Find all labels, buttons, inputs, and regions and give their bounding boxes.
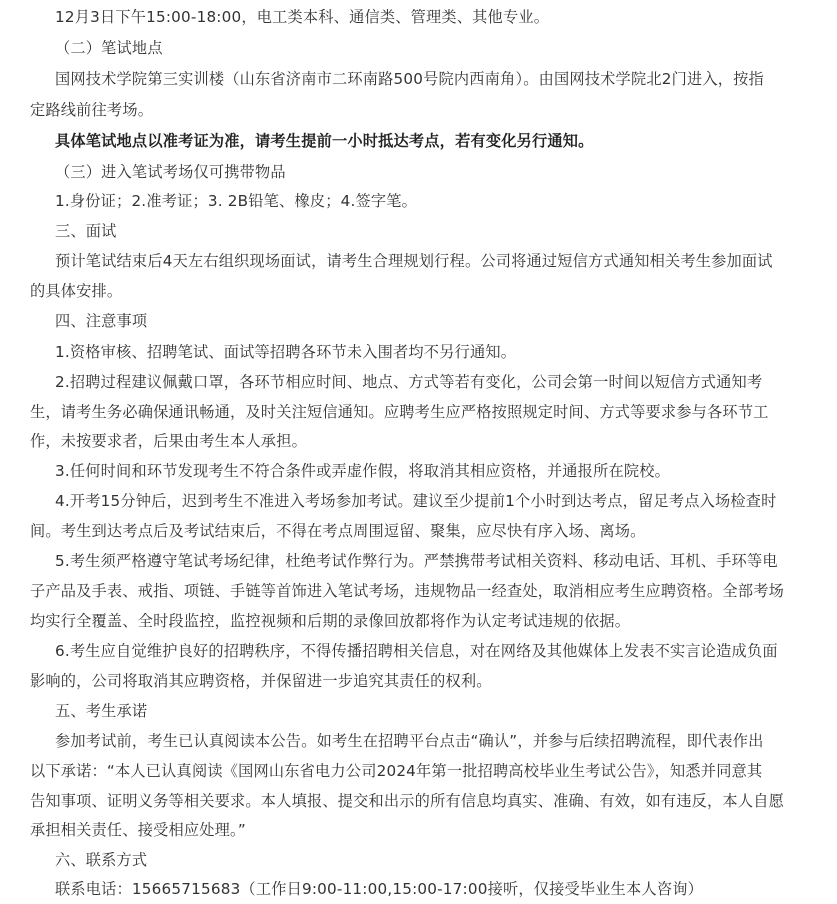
note-item-6-line: 影响的，公司将取消其应聘资格，并保留进一步追究其责任的权利。	[30, 672, 492, 690]
allowed-items-list: 1.身份证；2.准考证；3. 2B铅笔、橡皮；4.签字笔。	[55, 192, 418, 210]
note-item-3: 3.任何时间和环节发现考生不符合条件或弄虚作假，将取消其相应资格，并通报所在院校。	[55, 462, 671, 480]
section-heading-allowed-items: （三）进入笔试考场仅可携带物品	[55, 163, 286, 181]
section-heading-exam-location: （二）笔试地点	[55, 39, 163, 57]
note-item-4-line: 4.开考15分钟后，迟到考生不准进入考场参加考试。建议至少提前1个小时到达考点，留足考点入场检查时	[55, 492, 777, 510]
commitment-paragraph-line: 告知事项、证明义务等相关要求。本人填报、提交和出示的所有信息均真实、准确、有效，如有违反，本人自愿	[30, 792, 784, 810]
note-item-6-line: 6.考生应自觉维护良好的招聘秩序，不得传播招聘相关信息，对在网络及其他媒体上发表不实言论造成负面	[55, 642, 778, 660]
note-item-5-line: 5.考生须严格遵守笔试考场纪律，杜绝考试作弊行为。严禁携带考试相关资料、移动电话、耳机、手环等电	[55, 552, 778, 570]
note-item-2-line: 生，请考生务必确保通讯畅通，及时关注短信通知。应聘考生应严格按照规定时间、方式等要求参与各环节工	[30, 403, 769, 421]
note-item-2-line: 2.招聘过程建议佩戴口罩，各环节相应时间、地点、方式等若有变化，公司会第一时间以短信方式通知考	[55, 373, 763, 391]
section-heading-contact: 六、联系方式	[55, 851, 148, 869]
location-paragraph-line: 国网技术学院第三实训楼（山东省济南市二环南路500号院内西南角）。由国网技术学院北2门进入，按指	[55, 70, 764, 88]
note-item-4-line: 间。考生到达考点后及考试结束后，不得在考点周围逗留、聚集，应尽快有序入场、离场。	[30, 522, 646, 540]
commitment-paragraph-line: 承担相关责任、接受相应处理。”	[30, 821, 246, 839]
note-item-5-line: 子产品及手表、戒指、项链、手链等首饰进入笔试考场，违规物品一经查处，取消相应考生应聘资格。全部考场	[30, 582, 784, 600]
location-notice-bold: 具体笔试地点以准考证为准，请考生提前一小时抵达考点，若有变化另行通知。	[55, 132, 594, 150]
interview-paragraph-line: 的具体安排。	[30, 282, 123, 300]
section-heading-notes: 四、注意事项	[55, 312, 148, 330]
commitment-paragraph-line: 以下承诺：“本人已认真阅读《国网山东省电力公司2024年第一批招聘高校毕业生考试公告》，知悉并同意其	[30, 762, 763, 780]
note-item-5-line: 均实行全覆盖、全时段监控，监控视频和后期的录像回放都将作为认定考试违规的依据。	[30, 612, 631, 630]
section-heading-interview: 三、面试	[55, 222, 117, 240]
exam-time-line: 12月3日下午15:00-18:00，电工类本科、通信类、管理类、其他专业。	[55, 8, 550, 26]
note-item-2-line: 作，未按要求者，后果由考生本人承担。	[30, 432, 307, 450]
interview-paragraph-line: 预计笔试结束后4天左右组织现场面试，请考生合理规划行程。公司将通过短信方式通知相关考生参加面试	[55, 252, 773, 270]
location-paragraph-line: 定路线前往考场。	[30, 101, 154, 119]
section-heading-commitment: 五、考生承诺	[55, 702, 148, 720]
commitment-paragraph-line: 参加考试前，考生已认真阅读本公告。如考生在招聘平台点击“确认”，并参与后续招聘流程，即代表作出	[55, 732, 764, 750]
contact-phone-line: 联系电话：15665715683（工作日9:00-11:00,15:00-17:00接听，仅接受毕业生本人咨询）	[55, 880, 703, 898]
note-item-1: 1.资格审核、招聘笔试、面试等招聘各环节未入围者均不另行通知。	[55, 343, 517, 361]
